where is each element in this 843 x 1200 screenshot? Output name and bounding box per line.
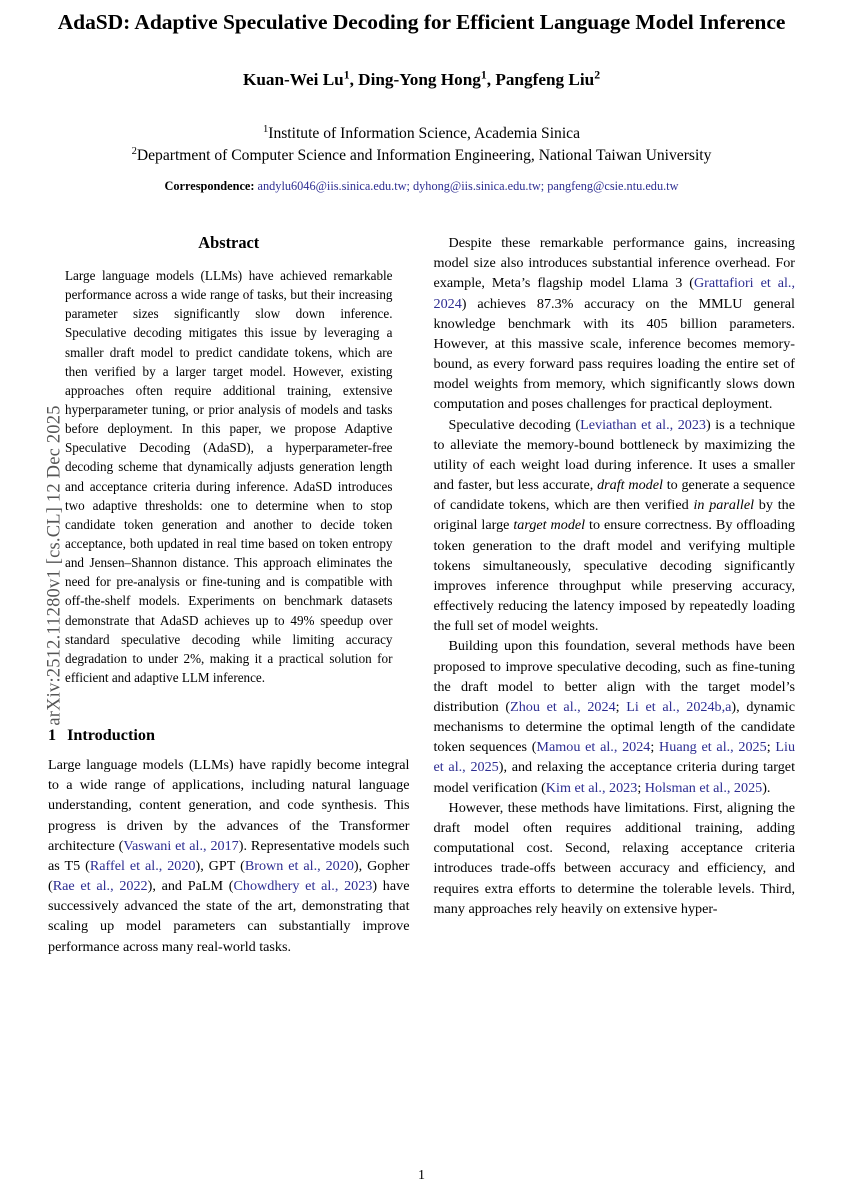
paragraph-intro-p3 <box>434 415 796 637</box>
right-column <box>434 233 796 957</box>
emphasis-text: target model <box>513 517 586 534</box>
text-run: ), GPT ( <box>195 857 245 874</box>
affiliation-list <box>48 123 795 168</box>
text-run: Despite these remarkable performance gains, increasing model size also introduces substantial inference overhead. For example, Meta’s flagship model Llama 3 ( <box>433 235 795 292</box>
citation-link[interactable]: Li et al., 2024b,a <box>626 698 732 715</box>
citation-link[interactable]: Brown et al., 2020 <box>244 857 354 874</box>
text-run: However, these methods have limitations. First, aligning the draft model often requires additional training, adding computational cost. Second, relaxing acceptance criteria introduces trade-offs between accuracy and efficiency, and requires extra efforts to determine the tolerable levels. Third, many approaches rely heavily on extensive hyper- <box>433 799 795 917</box>
text-run: Large language models (LLMs) have rapidly become integral to a wide range of applications, including natural language understanding, content generation, and code synthesis. This progress is driven by the advances of the Transformer architecture ( <box>48 757 410 854</box>
affiliation-item <box>48 145 795 168</box>
author-entry <box>358 67 487 89</box>
citation-link[interactable]: Zhou et al., 2024 <box>510 698 616 715</box>
emphasis-text: draft model <box>597 477 663 494</box>
author-entry <box>242 67 350 89</box>
citation-link[interactable]: Mamou et al., 2024 <box>536 739 651 756</box>
affiliation-text: Institute of Information Science, Academia Sinica <box>268 124 581 142</box>
author-separator: , <box>349 69 359 89</box>
text-run: by the original large <box>433 497 795 534</box>
text-run: Speculative decoding ( <box>448 416 581 433</box>
citation-link[interactable]: Huang et al., 2025 <box>659 739 767 756</box>
text-run: Building upon this foundation, several methods have been proposed to improve speculative decoding, such as fine-tuning the draft model to better align with the target model’s distribution ( <box>433 638 795 715</box>
author-name: Kuan-Wei Lu <box>242 69 344 89</box>
citation-link[interactable]: Vaswani et al., 2017 <box>123 837 239 854</box>
author-affiliation-marker: 2 <box>594 67 601 81</box>
affiliation-marker: 2 <box>131 146 137 158</box>
abstract-text: Large language models (LLMs) have achieved remarkable performance across a wide range of tasks, but their increasing parameter sizes significantly slow down inference. Speculative decoding mitigates this issue by leveraging a smaller draft model to predict candidate tokens, which are then verified by a larger target model. However, existing approaches often require additional training, extensive hyperparameter tuning, or prior analysis of models and tasks before deployment. In this paper, we propose Adaptive Speculative Decoding (AdaSD), a hyperparameter-free decoding scheme that dynamically adjusts generation length and acceptance criteria during inference. AdaSD introduces two adaptive thresholds: one to determine when to stop candidate token generation and another to decide token acceptance, both updated in real time based on token entropy and Jensen–Shannon distance. This approach eliminates the need for pre-analysis or fine-tuning and is compatible with off-the-shelf models. Experiments on benchmark datasets demonstrate that AdaSD achieves up to 49% speedup over standard speculative decoding while limiting accuracy degradation to under 2%, making it a practical solution for efficient and adaptive LLM inference. <box>65 268 393 685</box>
section-title: Introduction <box>67 726 155 745</box>
author-list <box>48 69 795 91</box>
affiliation-text: Department of Computer Science and Information Engineering, National Taiwan University <box>136 147 712 165</box>
citation-link[interactable]: Holsman et al., 2025 <box>644 779 763 796</box>
correspondence-label: Correspondence: <box>164 179 255 194</box>
author-name: Pangfeng Liu <box>495 69 595 89</box>
left-column <box>48 233 410 957</box>
text-run: ), Gopher ( <box>48 857 410 895</box>
section-heading-introduction <box>48 726 410 745</box>
citation-link[interactable]: Raffel et al., 2020 <box>89 857 196 874</box>
citation-link[interactable]: Rae et al., 2022 <box>52 878 148 895</box>
text-run: ; <box>615 698 627 715</box>
arxiv-identifier-stamp: arXiv:2512.11280v1 [cs.CL] 12 Dec 2025 <box>44 405 65 726</box>
paragraph-intro-p2 <box>434 233 796 415</box>
page-title: AdaSD: Adaptive Speculative Decoding for Efficient Language Model Inference <box>57 10 786 34</box>
page-number: 1 <box>418 1168 425 1183</box>
text-run: to generate a sequence of candidate tokens, which are then verified <box>433 477 795 514</box>
citation-link[interactable]: Kim et al., 2023 <box>545 779 638 796</box>
citation-link[interactable]: Liu et al., 2025 <box>433 739 796 776</box>
text-run: ), and relaxing the acceptance criteria during target model verification ( <box>433 759 795 796</box>
text-run: ; <box>637 779 645 796</box>
paragraph-intro-p5 <box>434 798 796 919</box>
text-run: ), and PaLM ( <box>147 878 234 895</box>
citation-link[interactable]: Grattafiori et al., 2024 <box>433 275 795 312</box>
emphasis-text: in parallel <box>693 497 755 514</box>
author-name: Ding-Yong Hong <box>358 69 481 89</box>
text-run: ) achieves 87.3% accuracy on the MMLU general knowledge benchmark with its 405 billion parameters. However, at this massive scale, inference becomes memory-bound, as every forward pass requires loading the entire set of model weights from memory, which significantly slows down computation and poses challenges for practical deployment. <box>433 295 795 413</box>
text-run: ) have successively advanced the state of the art, demonstrating that scaling up model parameters can substantially improve performance across many real-world tasks. <box>48 878 410 955</box>
citation-link[interactable]: Leviathan et al., 2023 <box>580 416 706 433</box>
text-run: ). <box>762 779 771 796</box>
paragraph-intro-p4 <box>434 636 796 797</box>
author-separator: , <box>486 69 496 89</box>
affiliation-marker: 1 <box>262 123 269 135</box>
section-number: 1 <box>48 726 57 745</box>
affiliation-item <box>48 123 795 146</box>
two-column-body <box>48 233 795 957</box>
abstract-section <box>48 233 410 687</box>
text-run: ), dynamic mechanisms to determine the optimal length of the candidate token sequences ( <box>433 698 796 756</box>
citation-link[interactable]: Chowdhery et al., 2023 <box>233 878 373 895</box>
author-affiliation-marker: 1 <box>343 67 350 81</box>
text-run: ; <box>766 739 776 756</box>
paragraph-intro-p1 <box>48 755 410 957</box>
correspondence-emails[interactable]: andylu6046@iis.sinica.edu.tw; dyhong@iis.sinica.edu.tw; pangfeng@csie.ntu.edu.tw <box>257 179 679 194</box>
text-run: ) is a technique to alleviate the memory-bound bottleneck by maximizing the utility of each weight load during inference. It uses a smaller and faster, but less accurate, <box>433 416 795 494</box>
text-run: to ensure correctness. By offloading token generation to the draft model and verifying multiple tokens simultaneously, speculative decoding significantly improves inference throughput while preserving accuracy, effectively reducing the latency imposed by repeatedly loading the full set of model weights. <box>433 517 795 635</box>
correspondence-line <box>48 179 795 194</box>
text-run: ). Representative models such as T5 ( <box>48 837 410 874</box>
author-affiliation-marker: 1 <box>480 67 487 81</box>
text-run: ; <box>650 739 660 756</box>
abstract-heading: Abstract <box>198 233 260 252</box>
author-entry <box>495 67 601 89</box>
